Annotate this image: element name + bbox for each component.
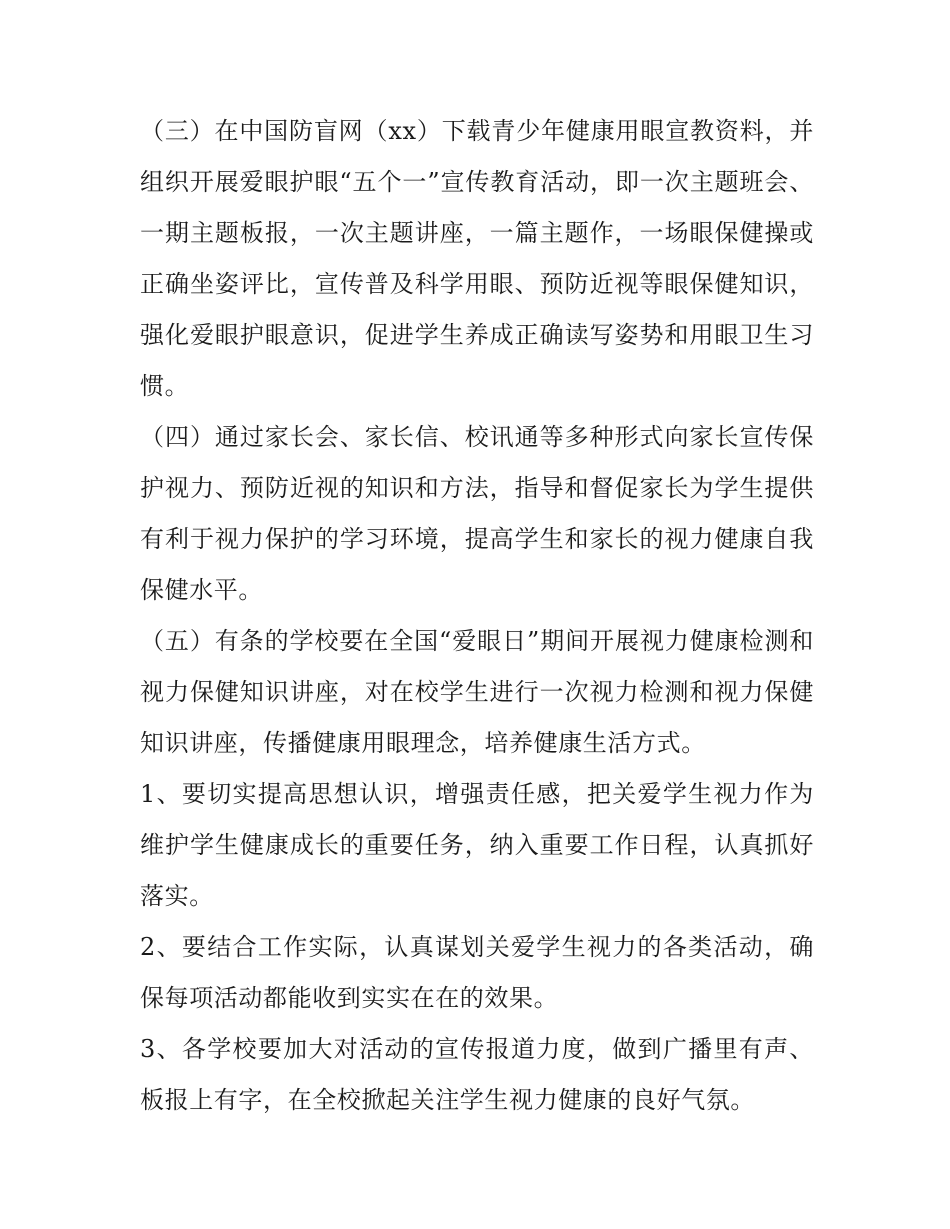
paragraph-section-3: （三）在中国防盲网（xx）下载青少年健康用眼宣教资料，并组织开展爱眼护眼“五个一”宣传教育活动，即一次主题班会、一期主题板报，一次主题讲座，一篇主题作，一场眼保健操或正确坐姿评比，宣传普及科学用眼、预防近视等眼保健知识，强化爱眼护眼意识，促进学生养成正确读写姿势和用眼卫生习惯。 xyxy=(140,117,814,400)
paragraph-section-4: （四）通过家长会、家长信、校讯通等多种形式向家长宣传保护视力、预防近视的知识和方法，指导和督促家长为学生提供有利于视力保护的学习环境，提高学生和家长的视力健康自我保健水平。 xyxy=(140,423,814,604)
paragraph-item-2: 2、要结合工作实际，认真谋划关爱学生视力的各类活动，确保每项活动都能收到实实在在的效果。 xyxy=(140,933,814,1012)
paragraph-section-5: （五）有条的学校要在全国“爱眼日”期间开展视力健康检测和视力保健知识讲座，对在校学生进行一次视力检测和视力保健知识讲座，传播健康用眼理念，培养健康生活方式。 xyxy=(140,627,814,757)
document-body xyxy=(140,106,814,1126)
paragraph-item-3: 3、各学校要加大对活动的宣传报道力度，做到广播里有声、板报上有字，在全校掀起关注学生视力健康的良好气氛。 xyxy=(140,1035,814,1114)
paragraph-item-1: 1、要切实提高思想认识，增强责任感，把关爱学生视力作为维护学生健康成长的重要任务，纳入重要工作日程，认真抓好落实。 xyxy=(140,780,814,910)
